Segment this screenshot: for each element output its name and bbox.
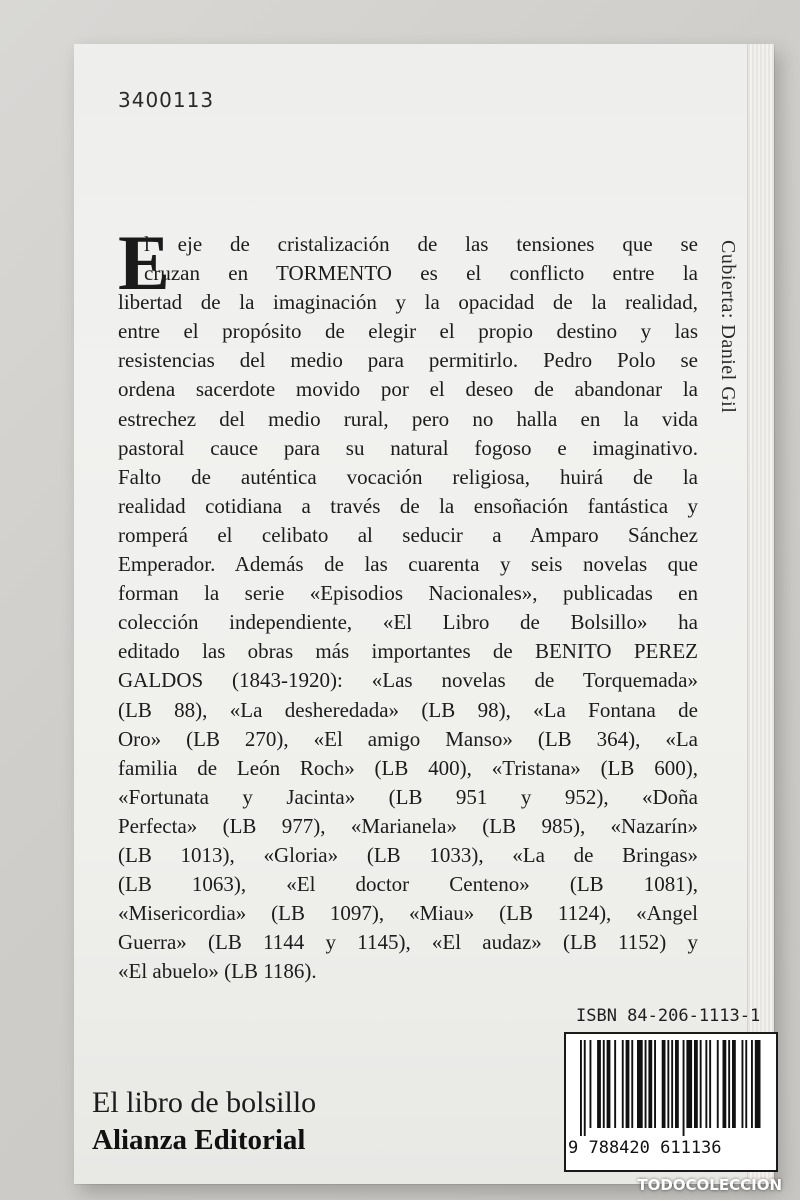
barcode-bar xyxy=(732,1040,736,1128)
blurb-line: «El abuelo» (LB 1186). xyxy=(118,959,317,984)
barcode-bar xyxy=(745,1040,747,1128)
barcode-bar xyxy=(742,1040,744,1128)
cover-credit: Cubierta: Daniel Gil xyxy=(717,240,739,414)
barcode-bar xyxy=(590,1040,592,1128)
blurb-line: Guerra» (LB 1144 y 1145), «El audaz» (LB 1152) y xyxy=(118,930,698,955)
blurb-line: Emperador. Además de las cuarenta y seis novelas que xyxy=(118,552,698,577)
blurb-line: forman la serie «Episodios Nacionales», publicadas en xyxy=(118,581,698,606)
blurb-text xyxy=(118,230,698,986)
barcode-bar xyxy=(648,1040,652,1128)
blurb-line: familia de León Roch» (LB 400), «Tristana» (LB 600), xyxy=(118,755,698,780)
barcode-bar xyxy=(667,1040,669,1128)
barcode-bar xyxy=(645,1040,647,1128)
barcode-bar xyxy=(751,1040,753,1128)
barcode-bar xyxy=(622,1040,624,1128)
blurb-line: pastoral cauce para su natural fogoso e imaginativo. xyxy=(118,435,698,460)
blurb-line: realidad cotidiana a través de la ensoñación fantástica y xyxy=(118,493,698,518)
blurb-line: Perfecta» (LB 977), «Marianela» (LB 985), «Nazarín» xyxy=(118,813,698,838)
barcode-number: 9 788420 611136 xyxy=(566,1138,764,1158)
blurb-line: romperá el celibato al seducir a Amparo Sánchez xyxy=(118,522,698,547)
barcode-bar xyxy=(686,1040,692,1128)
barcode-bar xyxy=(728,1040,730,1128)
blurb-line: (LB 1013), «Gloria» (LB 1033), «La de Bringas» xyxy=(118,842,698,867)
barcode-bar xyxy=(597,1040,601,1128)
publisher-name: Alianza Editorial xyxy=(92,1124,306,1156)
barcode-bar xyxy=(694,1040,698,1128)
barcode-bar xyxy=(607,1040,611,1128)
barcode-bar xyxy=(626,1040,630,1128)
blurb-line: editado las obras más importantes de BENITO PEREZ xyxy=(118,639,698,664)
barcode-bar xyxy=(700,1040,702,1128)
series-name: El libro de bolsillo xyxy=(92,1086,317,1119)
drop-cap: E xyxy=(118,219,171,306)
barcode-bar xyxy=(755,1040,761,1128)
blurb-line: ordena sacerdote movido por el deseo de abandonar la xyxy=(118,377,698,402)
barcode xyxy=(580,1040,764,1136)
blurb-line: GALDOS (1843-1920): «Las novelas de Torquemada» xyxy=(118,668,698,693)
barcode-bar xyxy=(717,1040,719,1128)
watermark: TODOCOLECCION xyxy=(637,1176,782,1194)
barcode-bar xyxy=(631,1040,633,1128)
blurb-line: «Misericordia» (LB 1097), «Miau» (LB 1124), «Angel xyxy=(118,901,698,926)
blurb-line: libertad de la imaginación y la opacidad de la realidad, xyxy=(118,290,698,315)
barcode-bar xyxy=(675,1040,679,1128)
barcode-bar xyxy=(671,1040,673,1128)
blurb-line: Falto de auténtica vocación religiosa, huirá de la xyxy=(118,464,698,489)
barcode-bar xyxy=(614,1040,616,1128)
barcode-bar xyxy=(705,1040,707,1128)
catalog-code: 3400113 xyxy=(118,88,215,112)
barcode-bar xyxy=(584,1040,586,1136)
barcode-bar xyxy=(709,1040,711,1128)
barcode-bar xyxy=(683,1040,685,1136)
blurb-line: «Fortunata y Jacinta» (LB 951 y 952), «Doña xyxy=(118,784,698,809)
barcode-bar xyxy=(723,1040,727,1128)
blurb-line: (LB 1063), «El doctor Centeno» (LB 1081), xyxy=(118,872,698,897)
blurb-line: entre el propósito de elegir el propio destino y las xyxy=(118,319,698,344)
barcode-bar xyxy=(654,1040,656,1128)
barcode-bar xyxy=(637,1040,643,1128)
isbn-label: ISBN 84-206-1113-1 xyxy=(576,1006,761,1026)
blurb-line: resistencias del medio para permitirlo. Pedro Polo se xyxy=(118,348,698,373)
blurb-line: estrechez del medio rural, pero no halla en la vida xyxy=(118,406,698,431)
barcode-bar xyxy=(603,1040,605,1128)
blurb-line: (LB 88), «La desheredada» (LB 98), «La Fontana de xyxy=(118,697,698,722)
blurb-line: cruzan en TORMENTO es el conflicto entre la xyxy=(144,261,698,286)
barcode-bar xyxy=(580,1040,582,1136)
blurb-line: colección independiente, «El Libro de Bolsillo» ha xyxy=(118,610,698,635)
barcode-bar xyxy=(662,1040,666,1128)
blurb-line: Oro» (LB 270), «El amigo Manso» (LB 364), «La xyxy=(118,726,698,751)
blurb-line: l eje de cristalización de las tensiones que se xyxy=(144,232,698,256)
